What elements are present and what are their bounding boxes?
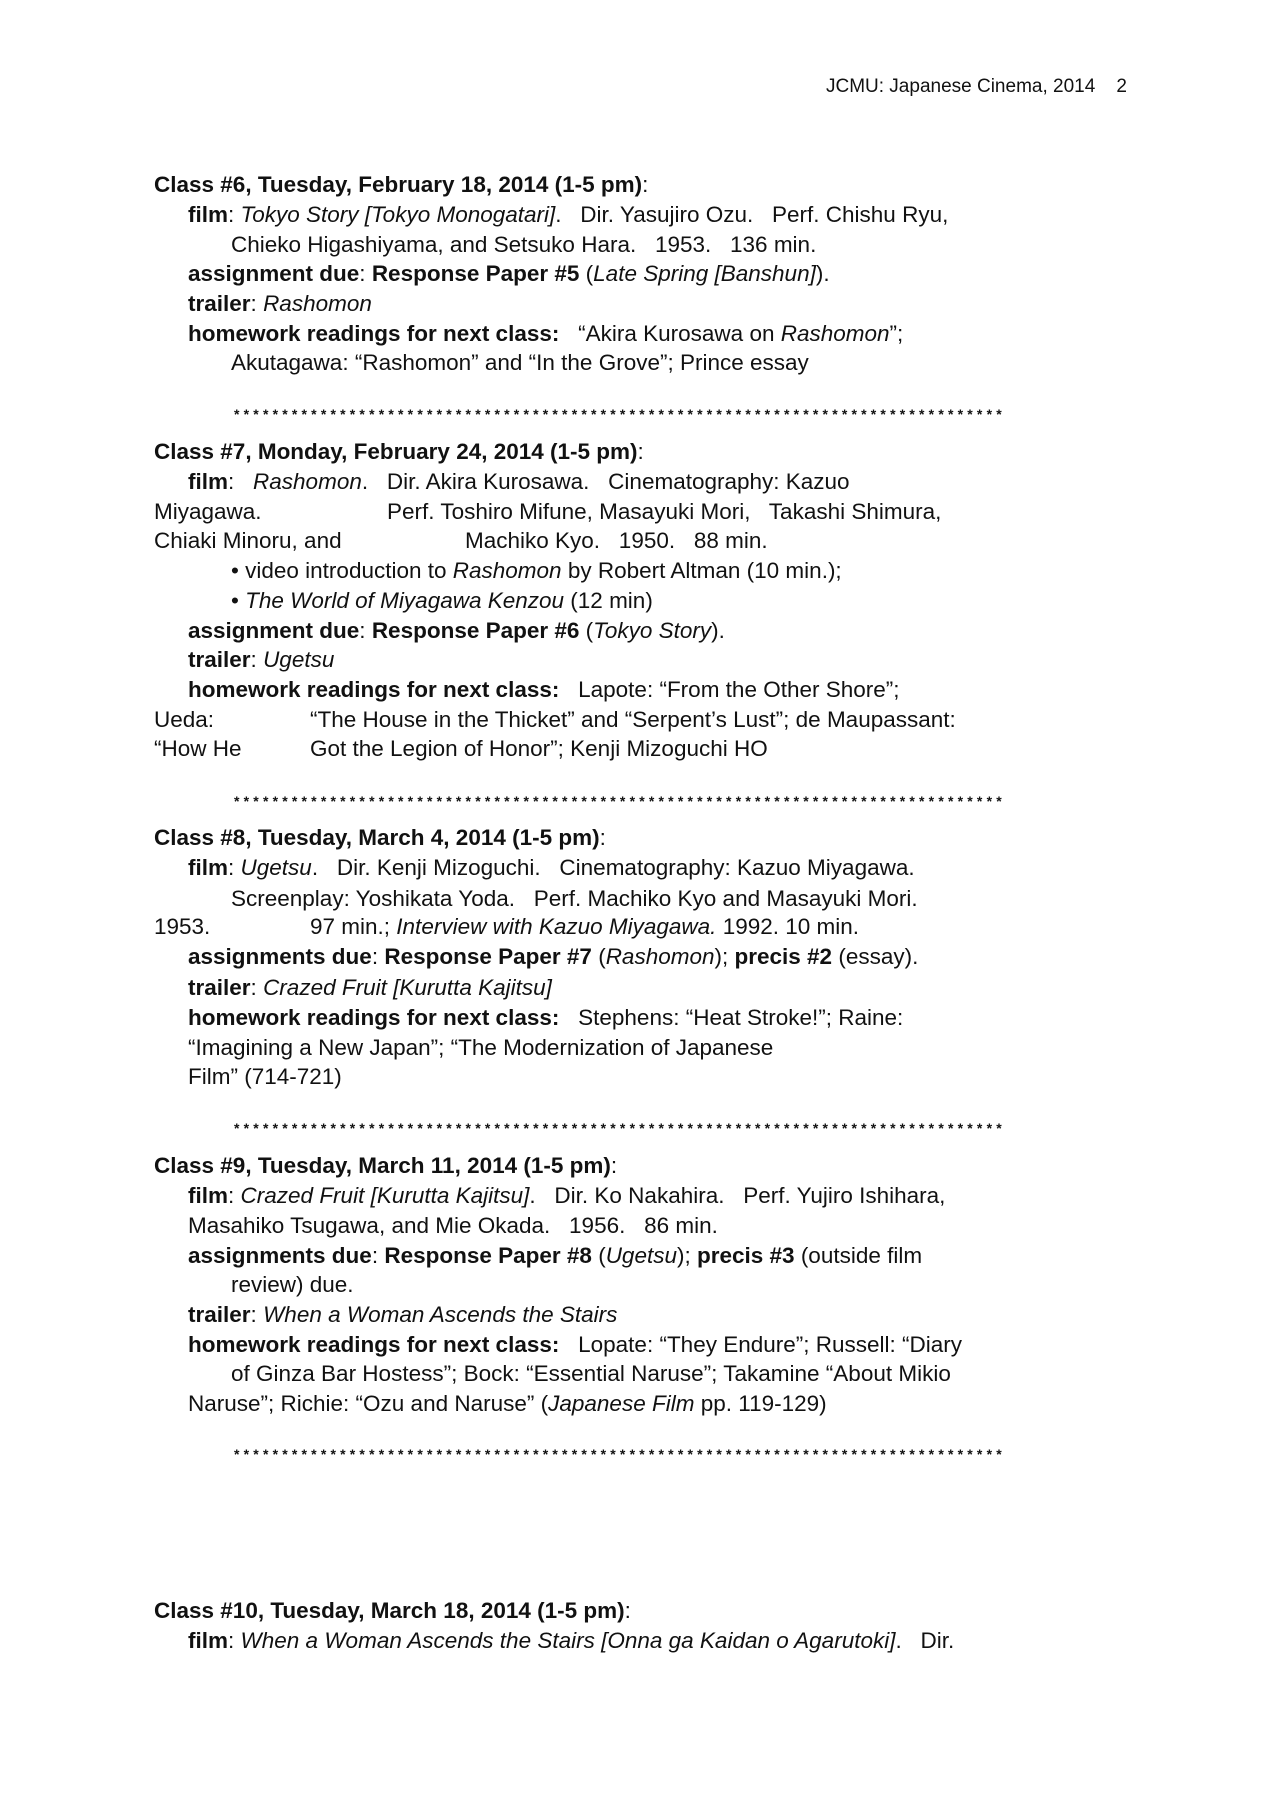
class-7-line <box>188 618 725 644</box>
class-9-line <box>188 1243 922 1269</box>
class-7-line <box>188 647 334 673</box>
class-9-line <box>188 1332 962 1358</box>
text: . Dir. Akira Kurosawa. Cinematography: Kazuo <box>361 469 850 494</box>
text: . Dir. Yasujiro Ozu. Perf. Chishu Ryu, <box>555 202 949 227</box>
class-6-line <box>188 202 948 228</box>
class-8-line <box>188 1064 342 1090</box>
text: “Imagining a New Japan”; “The Modernization of Japanese <box>188 1035 774 1060</box>
italic-title: Ugetsu <box>263 647 335 672</box>
text: ); <box>714 944 735 969</box>
text: . Dir. <box>895 1628 955 1653</box>
text: . Dir. Ko Nakahira. Perf. Yujiro Ishihara, <box>529 1183 946 1208</box>
class-7-heading <box>154 439 644 465</box>
bold-text: Response Paper #5 <box>371 261 580 286</box>
text: Machiko Kyo. 1950. 88 min. <box>465 528 768 553</box>
bold-text: trailer <box>188 1302 251 1327</box>
text: (12 min) <box>564 588 653 613</box>
bold-text: assignment due <box>188 261 360 286</box>
asterisk-separator: ******************************************************************************** <box>234 1446 1006 1462</box>
bold-text: Class #10, Tuesday, March 18, 2014 (1-5 pm) <box>154 1598 625 1623</box>
text: Stephens: “Heat Stroke!”; Raine: <box>559 1005 904 1030</box>
class-7-line-tabbed <box>387 499 941 525</box>
asterisk-separator: ******************************************************************************** <box>234 793 1006 809</box>
bold-text: film <box>188 1183 229 1208</box>
text: Ueda: <box>154 707 215 732</box>
text: Got the Legion of Honor”; Kenji Mizoguchi HO <box>310 736 768 761</box>
text: Chieko Higashiyama, and Setsuko Hara. 1953. 136 min. <box>231 232 817 257</box>
class-9-line <box>188 1391 827 1417</box>
italic-title: Crazed Fruit [Kurutta Kajitsu] <box>263 975 552 1000</box>
bold-text: film <box>188 469 229 494</box>
text: “The House in the Thicket” and “Serpent’s Lust”; de Maupassant: <box>310 707 956 732</box>
text: “How He <box>154 736 242 761</box>
text: : <box>228 1628 241 1653</box>
class-6-line <box>188 291 372 317</box>
text: by Robert Altman (10 min.); <box>561 558 842 583</box>
class-7-line <box>188 677 900 703</box>
text: Akutagawa: “Rashomon” and “In the Grove”; Prince essay <box>231 350 809 375</box>
class-9-heading <box>154 1153 617 1179</box>
class-7-line <box>154 707 214 733</box>
class-10-heading <box>154 1598 631 1624</box>
class-8-line <box>231 886 918 912</box>
bold-text: assignment due <box>188 618 360 643</box>
text: Lopate: “They Endure”; Russell: “Diary <box>559 1332 963 1357</box>
bold-text: Response Paper #6 <box>371 618 580 643</box>
italic-title: When a Woman Ascends the Stairs [Onna ga Kaidan o Agarutoki] <box>240 1628 896 1653</box>
italic-title: Rashomon <box>780 321 890 346</box>
italic-title: Ugetsu <box>605 1243 677 1268</box>
text: Film” (714-721) <box>188 1064 342 1089</box>
bold-text: trailer <box>188 647 251 672</box>
text: : <box>228 469 254 494</box>
text: (outside film <box>794 1243 923 1268</box>
text: ( <box>591 1243 606 1268</box>
bold-text: assignments due <box>188 944 372 969</box>
class-7-line-tabbed <box>310 707 956 733</box>
text: : <box>250 1302 264 1327</box>
text: : <box>359 618 372 643</box>
bold-text: film <box>188 1628 229 1653</box>
text: : <box>371 944 385 969</box>
text: : <box>228 855 241 880</box>
class-8-line <box>154 914 210 940</box>
class-9-line <box>188 1302 617 1328</box>
text: : <box>250 291 264 316</box>
text: ( <box>591 944 606 969</box>
class-6-line <box>231 232 816 258</box>
text: pp. 119-129) <box>694 1391 827 1416</box>
text: Screenplay: Yoshikata Yoda. Perf. Machiko Kyo and Masayuki Mori. <box>231 886 918 911</box>
running-header <box>826 76 1127 98</box>
text: : <box>371 1243 385 1268</box>
class-9-line <box>231 1361 951 1387</box>
class-7-line-tabbed <box>310 736 768 762</box>
bold-text: Response Paper #8 <box>384 1243 592 1268</box>
class-9-line <box>188 1213 718 1239</box>
text: : <box>637 439 644 464</box>
class-9-line <box>231 1272 354 1298</box>
italic-title: Rashomon <box>452 558 562 583</box>
bold-text: film <box>188 855 229 880</box>
class-6-line <box>188 321 903 347</box>
italic-title: Rashomon <box>605 944 715 969</box>
bold-text: precis #3 <box>696 1243 795 1268</box>
class-6-line <box>188 261 830 287</box>
text: “Akira Kurosawa on <box>559 321 781 346</box>
asterisk-separator: ******************************************************************************** <box>234 1120 1006 1136</box>
bold-text: Class #7, Monday, February 24, 2014 (1-5 pm) <box>154 439 638 464</box>
class-6-heading <box>154 172 648 198</box>
text: Miyagawa. <box>154 499 262 524</box>
header-title: JCMU: Japanese Cinema, 2014 <box>825 76 1096 97</box>
bold-text: film <box>188 202 229 227</box>
text: : <box>250 647 264 672</box>
bold-text: homework readings for next class: <box>188 677 560 702</box>
italic-title: Interview with Kazuo Miyagawa. <box>396 914 717 939</box>
class-7-line <box>154 736 242 762</box>
text: : <box>228 1183 241 1208</box>
class-9-line <box>188 1183 945 1209</box>
text: 1953. <box>154 914 211 939</box>
text: review) due. <box>231 1272 354 1297</box>
text: 1992. 10 min. <box>716 914 860 939</box>
class-7-line <box>154 499 262 525</box>
bold-text: trailer <box>188 975 251 1000</box>
text: ); <box>676 1243 697 1268</box>
text: • video introduction to <box>231 558 453 583</box>
text: : <box>624 1598 631 1623</box>
class-8-line <box>188 855 915 881</box>
class-8-line <box>188 1005 903 1031</box>
class-7-line-tabbed <box>465 528 768 554</box>
italic-title: Rashomon <box>263 291 372 316</box>
class-8-line-tabbed <box>310 914 859 940</box>
text: Chiaki Minoru, and <box>154 528 342 553</box>
text: ”; <box>889 321 904 346</box>
text: : <box>642 172 649 197</box>
bold-text: homework readings for next class: <box>188 1005 560 1030</box>
text: Perf. Toshiro Mifune, Masayuki Mori, Takashi Shimura, <box>387 499 942 524</box>
class-7-line <box>231 558 842 584</box>
class-10-line <box>188 1628 954 1654</box>
bold-text: trailer <box>188 291 251 316</box>
text: ). <box>815 261 830 286</box>
text: ( <box>579 618 594 643</box>
bold-text: Class #8, Tuesday, March 4, 2014 (1-5 pm) <box>154 825 600 850</box>
text: 97 min.; <box>310 914 397 939</box>
text: • <box>231 588 246 613</box>
class-8-line <box>188 944 918 970</box>
text: of Ginza Bar Hostess”; Bock: “Essential Naruse”; Takamine “About Mikio <box>231 1361 951 1386</box>
bold-text: homework readings for next class: <box>188 1332 560 1357</box>
italic-title: Tokyo Story [Tokyo Monogatari] <box>240 202 556 227</box>
asterisk-separator: ******************************************************************************** <box>234 406 1006 422</box>
class-6-line <box>231 350 809 376</box>
page-number: 2 <box>1116 76 1127 97</box>
italic-title: Japanese Film <box>548 1391 695 1416</box>
class-7-line <box>188 469 850 495</box>
bold-text: assignments due <box>188 1243 372 1268</box>
text: Naruse”; Richie: “Ozu and Naruse” ( <box>188 1391 549 1416</box>
class-8-line <box>188 1035 773 1061</box>
text: : <box>250 975 264 1000</box>
text: ( <box>579 261 594 286</box>
bold-text: Class #6, Tuesday, February 18, 2014 (1-5 pm) <box>154 172 643 197</box>
text: (essay). <box>832 944 919 969</box>
class-8-line <box>188 975 552 1001</box>
italic-title: The World of Miyagawa Kenzou <box>245 588 565 613</box>
bold-text: Response Paper #7 <box>384 944 592 969</box>
italic-title: Tokyo Story <box>593 618 712 643</box>
text: Lapote: “From the Other Shore”; <box>559 677 900 702</box>
bold-text: homework readings for next class: <box>188 321 560 346</box>
text: : <box>359 261 372 286</box>
text: . Dir. Kenji Mizoguchi. Cinematography: Kazuo Miyagawa. <box>311 855 915 880</box>
bold-text: precis #2 <box>734 944 833 969</box>
text: : <box>599 825 606 850</box>
class-8-heading <box>154 825 606 851</box>
text: ). <box>711 618 725 643</box>
italic-title: Crazed Fruit [Kurutta Kajitsu] <box>240 1183 530 1208</box>
italic-title: When a Woman Ascends the Stairs <box>263 1302 618 1327</box>
text: Masahiko Tsugawa, and Mie Okada. 1956. 86 min. <box>188 1213 718 1238</box>
class-7-line <box>231 588 653 614</box>
text: : <box>610 1153 618 1178</box>
bold-text: Class #9, Tuesday, March 11, 2014 (1-5 pm) <box>154 1153 611 1178</box>
class-7-line <box>154 528 342 554</box>
italic-title: Late Spring [Banshun] <box>593 261 816 286</box>
text: : <box>228 202 241 227</box>
italic-title: Ugetsu <box>240 855 312 880</box>
italic-title: Rashomon <box>253 469 362 494</box>
